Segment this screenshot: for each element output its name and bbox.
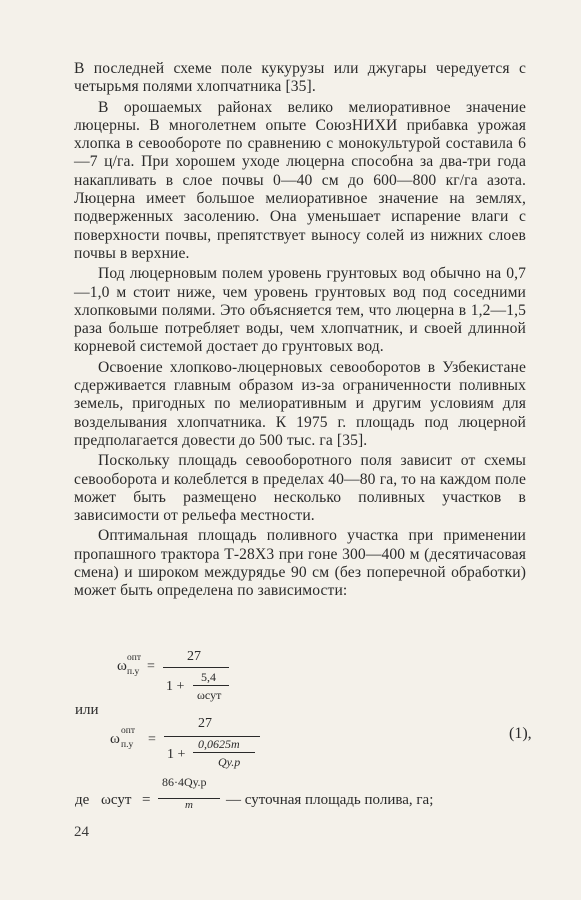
paragraph-1: В последней схеме поле кукурузы или джугары чередуется с четырьмя полями хлопчатника [35]. <box>74 60 526 96</box>
paragraph-5: Поскольку площадь севооборотного поля зависит от схемы севооборота и колеблется в пределах 40—80 га, то на каждом поле может быть размещено несколько поливных участков в зависимости от рельефа местности. <box>74 452 526 525</box>
definition-symbol: ωсут <box>101 792 132 808</box>
connector-or: или <box>75 702 99 718</box>
formula-2-inner-numerator: 0,0625m <box>198 737 240 751</box>
definition-prefix: де <box>75 792 90 808</box>
formula-2-inner-fraction-line <box>193 752 255 753</box>
page-number: 24 <box>74 824 89 840</box>
page-text <box>74 60 526 601</box>
formula-1-sub: п.у <box>127 667 140 677</box>
paragraph-3: Под люцерновым полем уровень грунтовых вод обычно на 0,7—1,0 м стоит ниже, чем уровень грунтовых вод под соседними хлопковыми полями. Это объясняется тем, что люцерна в 1,2—1,5 раза больше потребляет воды, чем хлопчатник, и своей длинной корневой системой достает до грунтовых вод. <box>74 265 526 356</box>
equation-number: (1), <box>509 725 532 742</box>
definition-text: — суточная площадь полива, га; <box>226 792 434 808</box>
formula-2-numerator: 27 <box>198 716 212 731</box>
formula-2-one-plus: 1 + <box>167 747 186 762</box>
formula-1-inner-denominator: ωсут <box>197 688 222 702</box>
definition-numerator: 86·4Qу.р <box>162 775 207 789</box>
paragraph-4: Освоение хлопково-люцерновых севооборотов в Узбекистане сдерживается главным образом из-за ограниченности поливных земель, пригодных по мелиоративным и другим условиям для возделывания хлопчатника. К 1975 г. площадь под люцерной предполагается довести до 500 тыс. га [35]. <box>74 358 526 449</box>
definition-equals: = <box>142 792 151 808</box>
formula-2-symbol: ω <box>110 731 120 747</box>
paragraph-6: Оптимальная площадь поливного участка при применении пропашного трактора Т-28Х3 при гоне 300—400 м (десятичасовая смена) и широком междурядье 90 см (без поперечной обработки) может быть определена по зависимости: <box>74 527 526 600</box>
formula-2-sub: п.у <box>121 740 134 750</box>
formula-1-one-plus: 1 + <box>166 679 185 694</box>
definition-denominator: m <box>185 799 193 811</box>
formula-1-inner-numerator: 5,4 <box>201 670 216 684</box>
formula-2-inner-denominator: Qу.р <box>218 755 241 769</box>
formula-1-numerator: 27 <box>187 649 201 664</box>
formula-1-sup: опт <box>127 653 141 663</box>
formula-1-fraction-line <box>163 667 229 668</box>
paragraph-2: В орошаемых районах велико мелиоративное значение люцерны. В многолетнем опыте СоюзНИХИ прибавка урожая хлопка в севообороте по сравнению с монокультурой составила 6—7 ц/га. При хорошем уходе люцерна способна за два-три года накапливать в слое почвы 0—40 см до 600—800 кг/га азота. Люцерна имеет большое мелиоративное значение на землях, подверженных засолению. Она уменьшает испарение влаги с поверхности почвы, препятствует выносу солей из нижних слоев почвы в верхние. <box>74 98 526 262</box>
formula-2-equals: = <box>148 732 156 747</box>
formula-1-equals: = <box>147 659 155 674</box>
formula-1-inner-fraction-line <box>193 685 229 686</box>
formula-1-symbol: ω <box>117 658 127 674</box>
formula-2-sup: опт <box>121 726 135 736</box>
